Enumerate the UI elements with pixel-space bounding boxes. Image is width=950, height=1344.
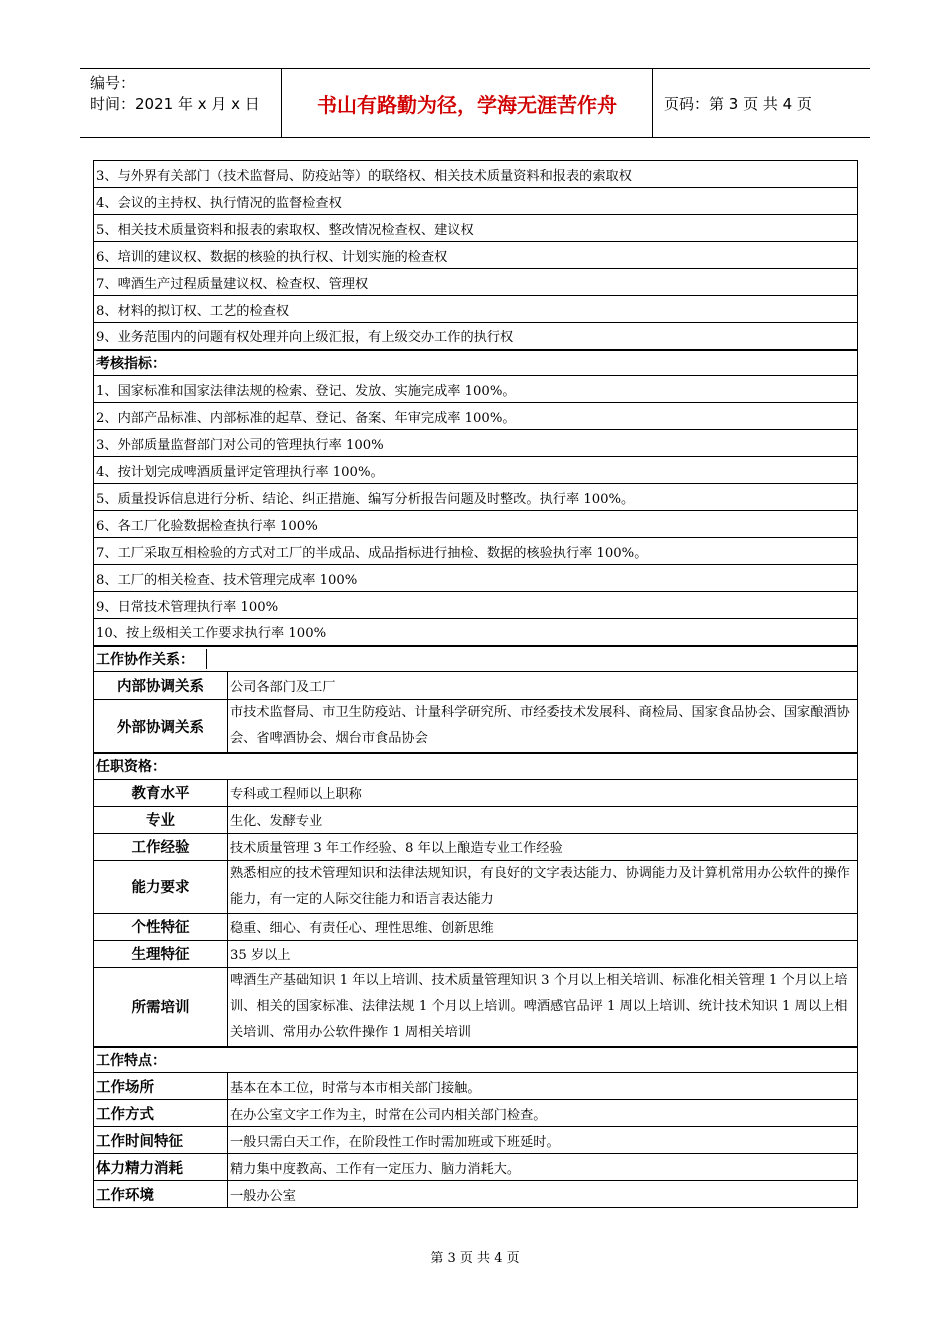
kpi-item: 4、按计划完成啤酒质量评定管理执行率 100%。 bbox=[94, 457, 858, 484]
rights-item: 8、材料的拟订权、工艺的检查权 bbox=[94, 296, 858, 323]
rights-row bbox=[94, 269, 858, 296]
kpi-row bbox=[94, 619, 858, 646]
header-motto: 书山有路勤为径，学海无涯苦作舟 bbox=[282, 69, 653, 137]
rights-row bbox=[94, 188, 858, 215]
kpi-item: 5、质量投诉信息进行分析、结论、纠正措施、编写分析报告问题及时整改。执行率 100%。 bbox=[94, 484, 858, 511]
qualification-label: 教育水平 bbox=[94, 779, 228, 806]
kpi-item: 6、各工厂化验数据检查执行率 100% bbox=[94, 511, 858, 538]
kpi-item: 2、内部产品标准、内部标准的起草、登记、备案、年审完成率 100%。 bbox=[94, 403, 858, 430]
feature-value: 基本在本工位，时常与本市相关部门接触。 bbox=[228, 1073, 858, 1100]
rights-item: 4、会议的主持权、执行情况的监督检查权 bbox=[94, 188, 858, 215]
cooperation-label: 外部协调关系 bbox=[94, 700, 228, 754]
cooperation-title: 工作协作关系： bbox=[96, 649, 207, 669]
kpi-row bbox=[94, 538, 858, 565]
cooperation-value: 市技术监督局、市卫生防疫站、计量科学研究所、市经委技术发展科、商检局、国家食品协会、国家酿酒协会、省啤酒协会、烟台市食品协会 bbox=[228, 700, 858, 754]
feature-label: 体力精力消耗 bbox=[94, 1154, 228, 1181]
qualification-row bbox=[94, 860, 858, 913]
document-number-label: 编号： bbox=[90, 74, 136, 92]
rights-item: 5、相关技术质量资料和报表的索取权、整改情况检查权、建议权 bbox=[94, 215, 858, 242]
feature-label: 工作方式 bbox=[94, 1100, 228, 1127]
rights-row bbox=[94, 323, 858, 350]
kpi-item: 9、日常技术管理执行率 100% bbox=[94, 592, 858, 619]
feature-row bbox=[94, 1181, 858, 1208]
feature-row bbox=[94, 1100, 858, 1127]
qualification-row bbox=[94, 833, 858, 860]
kpi-row bbox=[94, 403, 858, 430]
document-time-label: 时间：2021 年 x 月 x 日 bbox=[90, 95, 260, 113]
qualification-label: 个性特征 bbox=[94, 913, 228, 940]
qualification-label: 能力要求 bbox=[94, 860, 228, 913]
kpi-row bbox=[94, 484, 858, 511]
kpi-item: 1、国家标准和国家法律法规的检索、登记、发放、实施完成率 100%。 bbox=[94, 376, 858, 403]
cooperation-row bbox=[94, 672, 858, 700]
header-page-label: 页码：第 3 页 共 4 页 bbox=[664, 94, 812, 113]
feature-value: 精力集中度教高、工作有一定压力、脑力消耗大。 bbox=[228, 1154, 858, 1181]
kpi-section-header bbox=[94, 350, 858, 376]
rights-item: 7、啤酒生产过程质量建议权、检查权、管理权 bbox=[94, 269, 858, 296]
cooperation-value: 公司各部门及工厂 bbox=[228, 672, 858, 700]
feature-label: 工作环境 bbox=[94, 1181, 228, 1208]
rights-row bbox=[94, 296, 858, 323]
kpi-item: 10、按上级相关工作要求执行率 100% bbox=[94, 619, 858, 646]
rights-item: 3、与外界有关部门（技术监督局、防疫站等）的联络权、相关技术质量资料和报表的索取权 bbox=[94, 161, 858, 188]
qualification-value: 生化、发酵专业 bbox=[228, 806, 858, 833]
cooperation-row bbox=[94, 700, 858, 754]
kpi-item: 8、工厂的相关检查、技术管理完成率 100% bbox=[94, 565, 858, 592]
qualification-label: 工作经验 bbox=[94, 833, 228, 860]
kpi-row bbox=[94, 565, 858, 592]
feature-value: 在办公室文字工作为主，时常在公司内相关部门检查。 bbox=[228, 1100, 858, 1127]
feature-row bbox=[94, 1127, 858, 1154]
qualification-label: 生理特征 bbox=[94, 940, 228, 967]
kpi-row bbox=[94, 511, 858, 538]
qualification-row bbox=[94, 940, 858, 967]
rights-row bbox=[94, 215, 858, 242]
rights-item: 9、业务范围内的问题有权处理并向上级汇报，有上级交办工作的执行权 bbox=[94, 323, 858, 350]
kpi-item: 7、工厂采取互相检验的方式对工厂的半成品、成品指标进行抽检、数据的核验执行率 100%。 bbox=[94, 538, 858, 565]
qualifications-section-header bbox=[94, 753, 858, 779]
features-title: 工作特点： bbox=[94, 1047, 858, 1073]
qualification-value: 技术质量管理 3 年工作经验、8 年以上酿造专业工作经验 bbox=[228, 833, 858, 860]
qualification-row bbox=[94, 806, 858, 833]
feature-row bbox=[94, 1073, 858, 1100]
qualifications-title: 任职资格： bbox=[94, 753, 858, 779]
kpi-title: 考核指标： bbox=[94, 350, 858, 376]
qualification-value: 熟悉相应的技术管理知识和法律法规知识，有良好的文字表达能力、协调能力及计算机常用办公软件的操作能力，有一定的人际交往能力和语言表达能力 bbox=[228, 860, 858, 913]
page-header bbox=[80, 68, 870, 138]
qualification-row bbox=[94, 967, 858, 1047]
feature-value: 一般办公室 bbox=[228, 1181, 858, 1208]
page-footer: 第 3 页 共 4 页 bbox=[430, 1251, 520, 1266]
job-description-table bbox=[93, 160, 858, 1208]
feature-label: 工作场所 bbox=[94, 1073, 228, 1100]
qualification-label: 专业 bbox=[94, 806, 228, 833]
kpi-row bbox=[94, 430, 858, 457]
qualification-row bbox=[94, 913, 858, 940]
features-section-header bbox=[94, 1047, 858, 1073]
rights-row bbox=[94, 242, 858, 269]
cooperation-label: 内部协调关系 bbox=[94, 672, 228, 700]
kpi-row bbox=[94, 457, 858, 484]
feature-value: 一般只需白天工作，在阶段性工作时需加班或下班延时。 bbox=[228, 1127, 858, 1154]
feature-label: 工作时间特征 bbox=[94, 1127, 228, 1154]
qualification-value: 35 岁以上 bbox=[228, 940, 858, 967]
qualification-value: 专科或工程师以上职称 bbox=[228, 779, 858, 806]
qualification-row bbox=[94, 779, 858, 806]
rights-item: 6、培训的建议权、数据的核验的执行权、计划实施的检查权 bbox=[94, 242, 858, 269]
kpi-row bbox=[94, 376, 858, 403]
qualification-value: 稳重、细心、有责任心、理性思维、创新思维 bbox=[228, 913, 858, 940]
kpi-row bbox=[94, 592, 858, 619]
qualification-value: 啤酒生产基础知识 1 年以上培训、技术质量管理知识 3 个月以上相关培训、标准化相关管理 1 个月以上培训、相关的国家标准、法律法规 1 个月以上培训。啤酒感官品评 1 周以上培训、统计技术知识 1 周以上相关培训、常用办公软件操作 1 周相关培训 bbox=[228, 967, 858, 1047]
rights-row bbox=[94, 161, 858, 188]
feature-row bbox=[94, 1154, 858, 1181]
header-meta bbox=[80, 69, 282, 137]
cooperation-section-header bbox=[94, 646, 858, 672]
kpi-item: 3、外部质量监督部门对公司的管理执行率 100% bbox=[94, 430, 858, 457]
qualification-label: 所需培训 bbox=[94, 967, 228, 1047]
